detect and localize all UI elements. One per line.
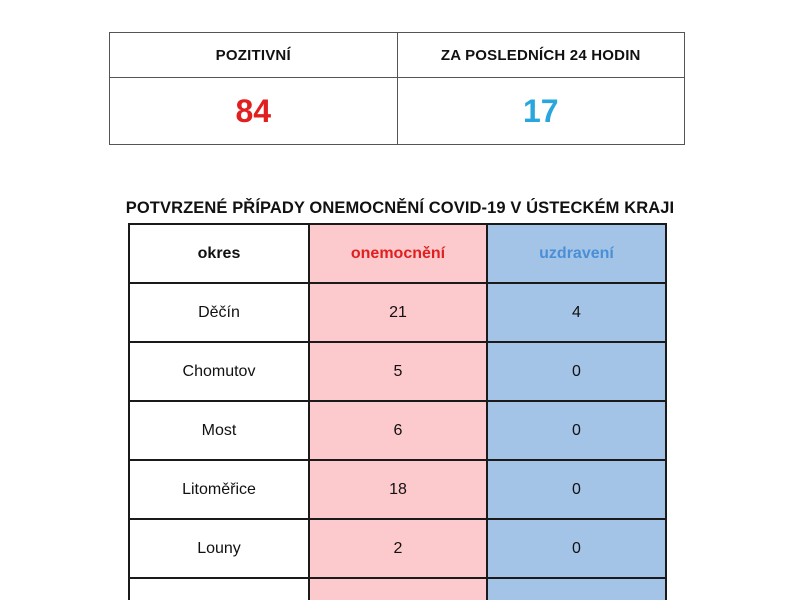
district-name: Chomutov (129, 342, 309, 401)
sick-count (309, 578, 487, 600)
last-24h-count: 17 (397, 78, 685, 145)
header-row (129, 224, 666, 283)
sick-count: 5 (309, 342, 487, 401)
table-row (129, 519, 666, 578)
table-row (129, 578, 666, 600)
table-row (129, 342, 666, 401)
district-name: Děčín (129, 283, 309, 342)
district-name: Litoměřice (129, 460, 309, 519)
positive-label: POZITIVNÍ (110, 33, 398, 78)
sick-count: 18 (309, 460, 487, 519)
sick-count: 2 (309, 519, 487, 578)
recovered-count: 0 (487, 460, 666, 519)
sick-count: 6 (309, 401, 487, 460)
district-name (129, 578, 309, 600)
sick-count: 21 (309, 283, 487, 342)
column-header-district: okres (129, 224, 309, 283)
district-name: Most (129, 401, 309, 460)
table-title: POTVRZENÉ PŘÍPADY ONEMOCNĚNÍ COVID-19 V ÚSTECKÉM KRAJI (125, 199, 675, 217)
recovered-count: 4 (487, 283, 666, 342)
recovered-count: 0 (487, 342, 666, 401)
recovered-count (487, 578, 666, 600)
column-header-sick: onemocnění (309, 224, 487, 283)
table-row (129, 283, 666, 342)
summary-table (109, 32, 685, 145)
last-24h-label: ZA POSLEDNÍCH 24 HODIN (397, 33, 685, 78)
column-header-recovered: uzdravení (487, 224, 666, 283)
recovered-count: 0 (487, 519, 666, 578)
positive-count: 84 (110, 78, 398, 145)
recovered-count: 0 (487, 401, 666, 460)
table-row (129, 460, 666, 519)
districts-table (128, 223, 667, 600)
table-row (129, 401, 666, 460)
district-name: Louny (129, 519, 309, 578)
